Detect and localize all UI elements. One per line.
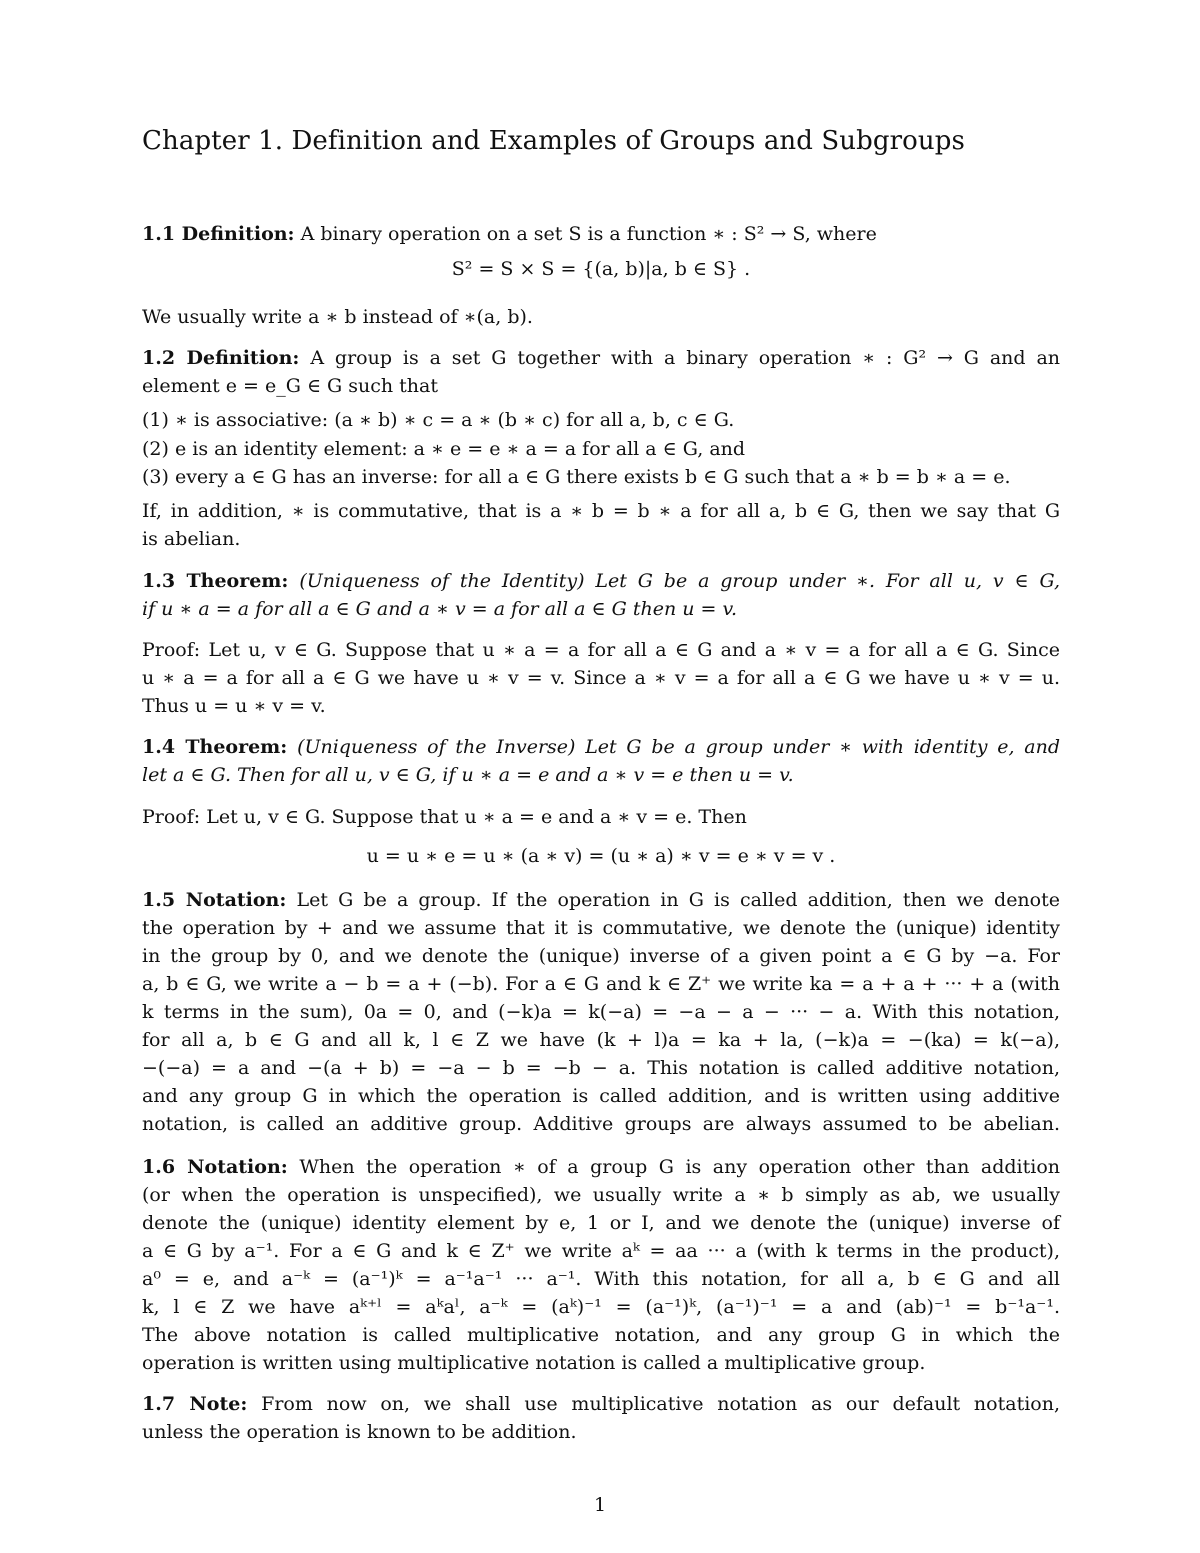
note-label: 1.7 Note: (142, 1393, 248, 1415)
notation-line: a⁰ = e, and a⁻ᵏ = (a⁻¹)ᵏ = a⁻¹a⁻¹ ··· a⁻¹. With this notation, for all a, b ∈ G and all (142, 1268, 1060, 1290)
notation-line: k terms in the sum), 0a = 0, and (−k)a = k(−a) = −a − a − ··· − a. With this notation, (142, 1001, 1060, 1023)
theorem-text: if u ∗ a = a for all a ∈ G and a ∗ v = a for all a ∈ G then u = v. (142, 598, 738, 620)
definition-1-2 (142, 344, 1060, 400)
theorem-label: 1.4 Theorem: (142, 736, 288, 758)
theorem-text: (Uniqueness of the Identity) Let G be a group under ∗. For all u, v ∈ G, (299, 570, 1060, 592)
theorem-label: 1.3 Theorem: (142, 570, 289, 592)
paragraph-text: We usually write a ∗ b instead of ∗(a, b). (142, 306, 533, 328)
notation-line: a, b ∈ G, we write a − b = a + (−b). For a ∈ G and k ∈ Z⁺ we write ka = a + a + ··· + a (with (142, 973, 1060, 995)
notation-label: 1.6 Notation: (142, 1156, 288, 1178)
note-1-7 (142, 1390, 1060, 1446)
list-item: (3) every a ∈ G has an inverse: for all a ∈ G there exists b ∈ G such that a ∗ b = b ∗ a = e. (142, 466, 1011, 488)
notation-line: denote the (unique) identity element by e, 1 or I, and we denote the (unique) inverse of (142, 1212, 1060, 1234)
notation-text: When the operation ∗ of a group G is any operation other than addition (299, 1156, 1060, 1178)
notation-line: and any group G in which the operation is called addition, and is written using additive (142, 1085, 1060, 1107)
notation-line: a ∈ G by a⁻¹. For a ∈ G and k ∈ Z⁺ we write aᵏ = aa ··· a (with k terms in the product), (142, 1240, 1060, 1262)
notation-line: −(−a) = a and −(a + b) = −a − b = −b − a. This notation is called additive notation, (142, 1057, 1060, 1079)
proof-line: Thus u = u ∗ v = v. (142, 695, 326, 717)
definition-text: element e = e_G ∈ G such that (142, 375, 439, 397)
notation-label: 1.5 Notation: (142, 889, 287, 911)
proof-line: Proof: Let u, v ∈ G. Suppose that u ∗ a = a for all a ∈ G and a ∗ v = a for all a ∈ G. Since (142, 639, 1060, 661)
notation-line: in the group by 0, and we denote the (unique) inverse of a given point a ∈ G by −a. For (142, 945, 1060, 967)
display-equation: u = u ∗ e = u ∗ (a ∗ v) = (u ∗ a) ∗ v = e ∗ v = v . (366, 845, 836, 867)
note-text: unless the operation is known to be addition. (142, 1421, 577, 1443)
paragraph-text (142, 497, 1060, 553)
list-item: (2) e is an identity element: a ∗ e = e ∗ a = a for all a ∈ G, and (142, 438, 746, 460)
proof (142, 636, 1060, 720)
notation-1-6 (142, 1153, 1060, 1377)
definition-text: A group is a set G together with a binary operation ∗ : G² → G and an (310, 347, 1061, 369)
notation-line: k, l ∈ Z we have aᵏ⁺ˡ = aᵏaˡ, a⁻ᵏ = (aᵏ)⁻¹ = (a⁻¹)ᵏ, (a⁻¹)⁻¹ = a and (ab)⁻¹ = b⁻¹a⁻¹. (142, 1296, 1060, 1318)
proof-line: u ∗ a = a for all a ∈ G we have u ∗ v = v. Since a ∗ v = a for all a ∈ G we have u ∗ v = u. (142, 667, 1060, 689)
note-text: From now on, we shall use multiplicative notation as our default notation, (261, 1393, 1061, 1415)
notation-text: Let G be a group. If the operation in G is called addition, then we denote (296, 889, 1060, 911)
display-equation: S² = S × S = {(a, b)|a, b ∈ S} . (451, 258, 751, 280)
theorem-text: (Uniqueness of the Inverse) Let G be a group under ∗ with identity e, and (297, 736, 1061, 758)
theorem-1-3 (142, 567, 1060, 623)
definition-label: 1.2 Definition: (142, 347, 300, 369)
definition-text: A binary operation on a set S is a function ∗ : S² → S, where (300, 223, 877, 245)
theorem-text: let a ∈ G. Then for all u, v ∈ G, if u ∗ a = e and a ∗ v = e then u = v. (142, 764, 794, 786)
chapter-title: Chapter 1. Definition and Examples of Groups and Subgroups (142, 126, 965, 156)
notation-line: (or when the operation is unspecified), we usually write a ∗ b simply as ab, we usually (142, 1184, 1060, 1206)
theorem-1-4 (142, 733, 1060, 789)
notation-line: notation, is called an additive group. Additive groups are always assumed to be abelian. (142, 1113, 1060, 1135)
notation-line: the operation by + and we assume that it is commutative, we denote the (unique) identity (142, 917, 1060, 939)
notation-line: operation is written using multiplicative notation is called a multiplicative group. (142, 1352, 926, 1374)
page-number: 1 (593, 1494, 607, 1516)
notation-1-5 (142, 886, 1060, 1138)
proof: Proof: Let u, v ∈ G. Suppose that u ∗ a = e and a ∗ v = e. Then (142, 806, 747, 828)
definition-label: 1.1 Definition: (142, 223, 295, 245)
paragraph-line: is abelian. (142, 528, 241, 550)
list-item: (1) ∗ is associative: (a ∗ b) ∗ c = a ∗ (b ∗ c) for all a, b, c ∈ G. (142, 409, 735, 431)
notation-line: for all a, b ∈ G and all k, l ∈ Z we have (k + l)a = ka + la, (−k)a = −(ka) = k(−a), (142, 1029, 1060, 1051)
definition-1-1 (142, 220, 1060, 248)
notation-line: The above notation is called multiplicative notation, and any group G in which the (142, 1324, 1060, 1346)
paragraph-line: If, in addition, ∗ is commutative, that is a ∗ b = b ∗ a for all a, b ∈ G, then we say that G (142, 500, 1060, 522)
